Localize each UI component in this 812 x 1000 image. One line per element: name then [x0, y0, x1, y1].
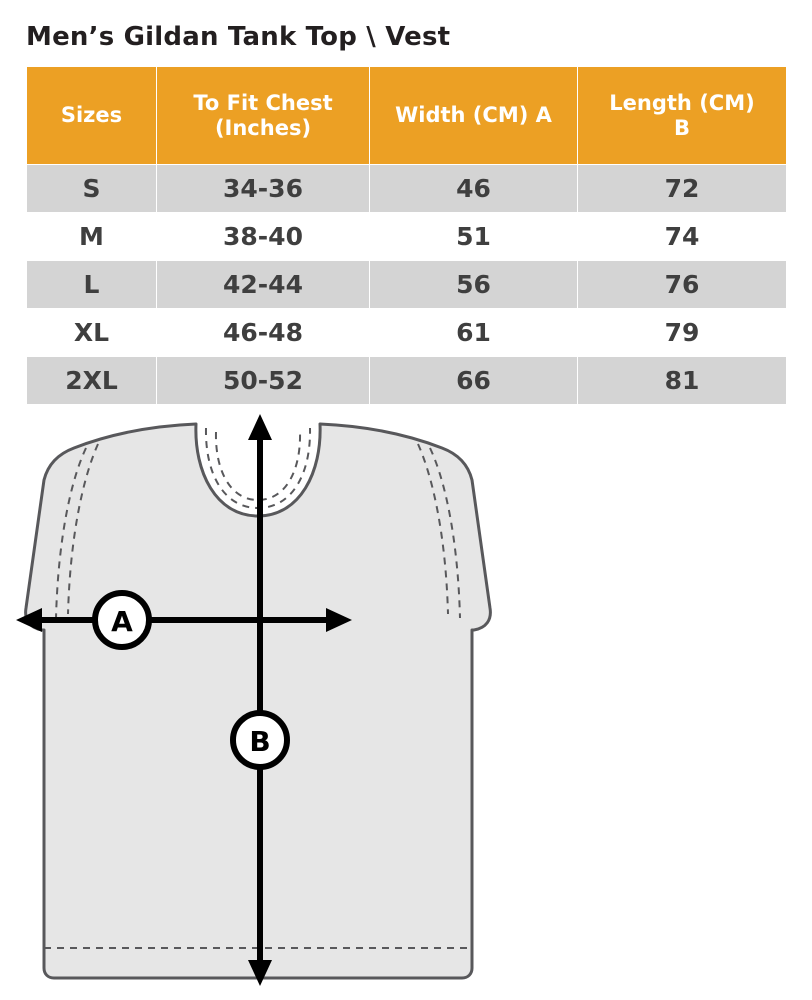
cell-width: 51	[370, 213, 578, 261]
cell-size: M	[27, 213, 157, 261]
garment-diagram	[0, 412, 812, 1000]
cell-chest: 46-48	[157, 309, 370, 357]
cell-width: 46	[370, 165, 578, 213]
cell-chest: 34-36	[157, 165, 370, 213]
column-header-chest	[157, 67, 370, 165]
column-header-length-line1: Length (CM)	[609, 91, 755, 116]
cell-width: 56	[370, 261, 578, 309]
column-header-sizes-line1: Sizes	[60, 103, 123, 128]
cell-length: 79	[578, 309, 787, 357]
cell-length: 81	[578, 357, 787, 405]
column-header-length-line2: B	[673, 115, 690, 140]
table-header	[27, 67, 787, 165]
column-header-sizes	[27, 67, 157, 165]
table-row	[27, 357, 787, 405]
cell-size: 2XL	[27, 357, 157, 405]
cell-chest: 42-44	[157, 261, 370, 309]
marker-b-label: B	[249, 725, 271, 758]
cell-width: 61	[370, 309, 578, 357]
table-body	[27, 165, 787, 405]
table-row	[27, 213, 787, 261]
column-header-chest-line1: To Fit Chest	[193, 91, 333, 116]
cell-size: L	[27, 261, 157, 309]
column-header-chest-line2: (Inches)	[214, 115, 312, 140]
cell-width: 66	[370, 357, 578, 405]
cell-length: 76	[578, 261, 787, 309]
table-row	[27, 165, 787, 213]
column-header-length	[578, 67, 787, 165]
cell-size: XL	[27, 309, 157, 357]
cell-size: S	[27, 165, 157, 213]
table-row	[27, 261, 787, 309]
column-header-width	[370, 67, 578, 165]
cell-length: 72	[578, 165, 787, 213]
size-chart-table	[26, 66, 787, 405]
table-header-row	[27, 67, 787, 165]
column-header-width-line1: Width (CM) A	[395, 103, 552, 128]
cell-chest: 50-52	[157, 357, 370, 405]
cell-chest: 38-40	[157, 213, 370, 261]
table-row	[27, 309, 787, 357]
cell-length: 74	[578, 213, 787, 261]
page-title: Men’s Gildan Tank Top \ Vest	[26, 22, 451, 52]
marker-a-label: A	[111, 605, 133, 638]
